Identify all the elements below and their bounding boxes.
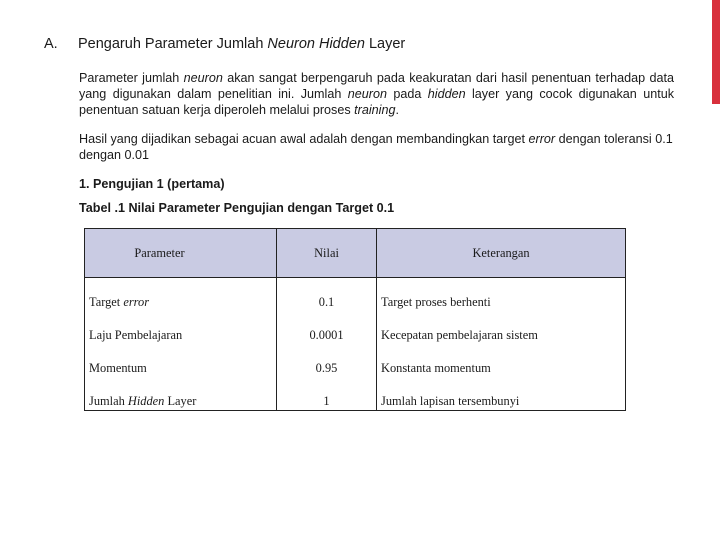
cell-parameter (85, 278, 277, 312)
text-run-italic: neuron (347, 87, 387, 101)
text-run-italic: error (123, 295, 150, 309)
table-row (85, 377, 626, 411)
cell-parameter (85, 311, 277, 344)
cell-nilai: 0.0001 (277, 311, 377, 344)
text-run: dengan toleransi 0.1 dengan 0.01 (79, 132, 673, 162)
text-run: Parameter jumlah (79, 71, 184, 85)
cell-parameter (85, 377, 277, 411)
header-parameter: Parameter (85, 229, 277, 278)
cell-keterangan: Jumlah lapisan tersembunyi (377, 377, 626, 411)
text-run-italic: neuron (183, 71, 223, 85)
paragraph-neuron-parameter (79, 70, 674, 118)
header-nilai: Nilai (277, 229, 377, 278)
text-run: Hasil yang dijadikan sebagai acuan awal adalah dengan membandingkan target (79, 132, 529, 146)
header-keterangan: Keterangan (377, 229, 626, 278)
table-caption: Tabel .1 Nilai Parameter Pengujian dengan Target 0.1 (79, 201, 395, 215)
text-run-italic: training (354, 103, 396, 117)
text-run: Laju Pembelajaran (89, 328, 183, 342)
section-title (78, 36, 405, 52)
text-run: pada (386, 87, 428, 101)
text-run: akan sangat berpengaruh pada keakuratan dari hasil penentuan terhadap data yang digunakan dalam penelitian ini. Jumlah (79, 71, 674, 101)
paragraph-target-error (79, 131, 679, 163)
text-run-italic: Hidden (127, 394, 165, 408)
table-row (85, 278, 626, 312)
text-run: . (395, 103, 399, 117)
cell-nilai: 1 (277, 377, 377, 411)
parameter-table (84, 228, 626, 411)
cell-keterangan: Kecepatan pembelajaran sistem (377, 311, 626, 344)
cell-keterangan: Target proses berhenti (377, 278, 626, 312)
table-row (85, 311, 626, 344)
text-run: Jumlah (89, 394, 128, 408)
cell-parameter (85, 344, 277, 377)
table-header-row (85, 229, 626, 278)
text-run-italic: hidden (427, 87, 466, 101)
cell-keterangan: Konstanta momentum (377, 344, 626, 377)
title-part: Pengaruh Parameter Jumlah (78, 36, 268, 52)
title-part: Layer (364, 36, 406, 52)
section-letter: A. (44, 36, 58, 52)
text-run: layer yang cocok digunakan untuk penentuan satuan kerja diperoleh melalui proses (79, 87, 675, 117)
subheading: 1. Pengujian 1 (pertama) (79, 177, 225, 191)
accent-bar (712, 0, 720, 104)
table-row (85, 344, 626, 377)
title-part-italic: Neuron Hidden (267, 36, 365, 52)
cell-nilai: 0.1 (277, 278, 377, 312)
text-run: Layer (164, 394, 197, 408)
text-run: Target (89, 295, 124, 309)
text-run-italic: error (528, 132, 556, 146)
cell-nilai: 0.95 (277, 344, 377, 377)
text-run: Momentum (89, 361, 147, 375)
